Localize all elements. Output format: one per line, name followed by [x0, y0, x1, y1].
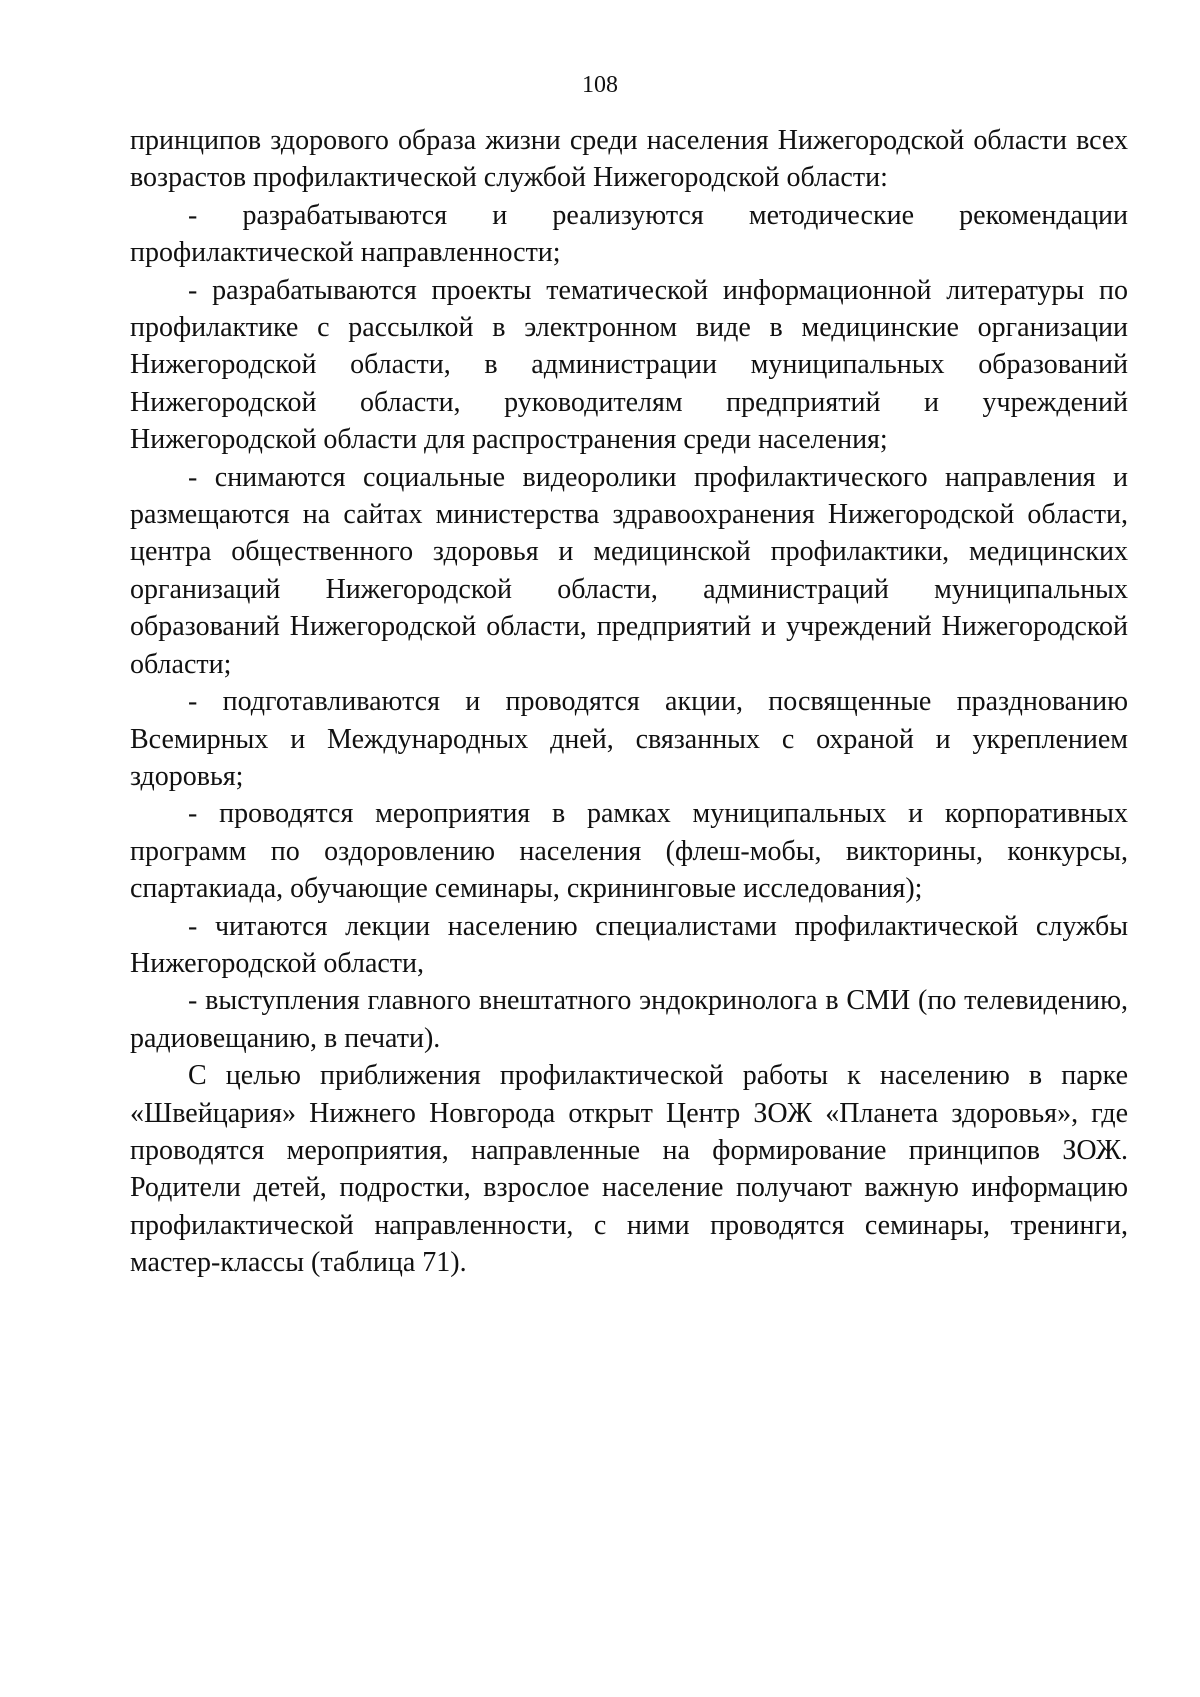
paragraph-bullet-recommendations: - разрабатываются и реализуются методические рекомендации профилактической направленности;	[130, 199, 1128, 269]
paragraph-bullet-lectures: - читаются лекции населению специалистами профилактической службы Нижегородской области,	[130, 910, 1128, 979]
paragraph-bullet-actions: - подготавливаются и проводятся акции, посвященные празднованию Всемирных и Международных дней, связанных с охраной и укреплением здоровья;	[130, 686, 1128, 792]
paragraph-bullet-literature: - разрабатываются проекты тематической информационной литературы по профилактике с рассылкой в электронном виде в медицинские организации Нижегородской области, в администрации муниципальных образований Нижегородской области, руководителям предприятий и учреждений Нижегородской области для распространения среди населения;	[130, 274, 1128, 456]
paragraph-center-zozh: С целью приближения профилактической работы к населению в парке «Швейцария» Нижнего Новгорода открыт Центр ЗОЖ «Планета здоровья», где проводятся мероприятия, направленные на формирование принципов ЗОЖ. Родители детей, подростки, взрослое население получают важную информацию профилактической направленности, с ними проводятся семинары, тренинги, мастер-классы (таблица 71).	[130, 1060, 1128, 1279]
paragraph-bullet-videos: - снимаются социальные видеоролики профилактического направления и размещаются на сайтах министерства здравоохранения Нижегородской области, центра общественного здоровья и медицинской профилактики, медицинских организаций Нижегородской области, администраций муниципальных образований Нижегородской области, предприятий и учреждений Нижегородской области;	[130, 461, 1128, 680]
paragraph-bullet-events: - проводятся мероприятия в рамках муниципальных и корпоративных программ по оздоровлению населения (флеш-мобы, викторины, конкурсы, спартакиада, обучающие семинары, скрининговые исследования);	[130, 798, 1128, 905]
paragraph-intro: принципов здорового образа жизни среди населения Нижегородской области всех возрастов профилактической службой Нижегородской области:	[130, 125, 1128, 194]
paragraph-bullet-media: - выступления главного внештатного эндокринолога в СМИ (по телевидению, радиовещанию, в печати).	[130, 985, 1128, 1054]
body-text	[130, 122, 1128, 1282]
page-number: 108	[582, 72, 618, 98]
